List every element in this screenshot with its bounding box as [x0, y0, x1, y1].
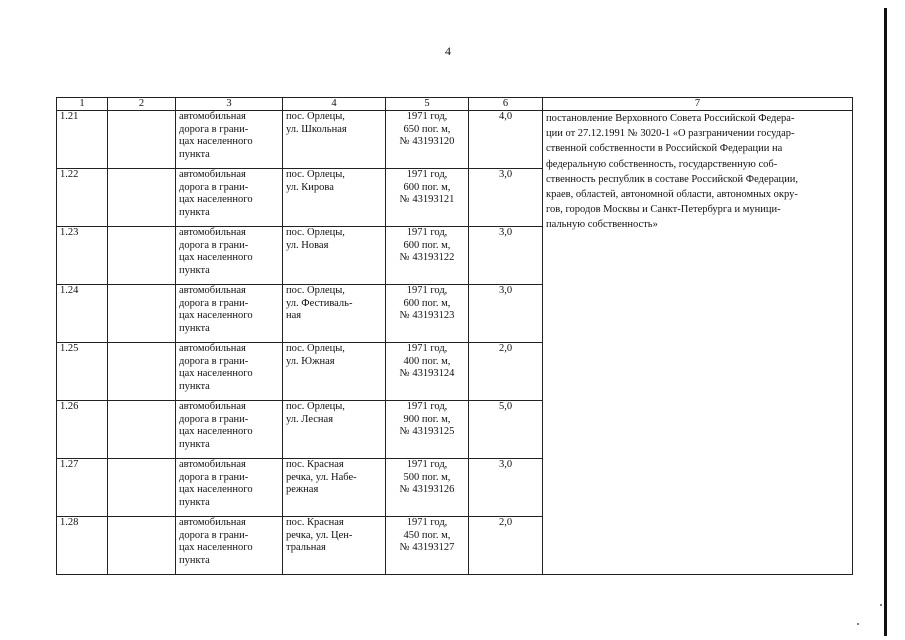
cell-line: № 43193126: [399, 484, 455, 495]
cell-line: пункта: [179, 148, 210, 160]
cell-line: ул. Фестиваль-: [286, 297, 353, 309]
cell-line: пункта: [179, 264, 210, 276]
cell-line: пос. Красная: [286, 459, 344, 470]
cell-line: автомобильная: [179, 227, 246, 238]
column-header: 5: [386, 98, 469, 111]
cell-line: пальную собственность»: [546, 219, 658, 231]
cell-line: автомобильная: [179, 343, 246, 354]
cell-line: автомобильная: [179, 517, 246, 528]
cell-line: 1971 год,: [406, 459, 448, 470]
column-2-cell: [108, 169, 176, 227]
cell-line: краев, областей, автономной области, автономных окру-: [546, 189, 798, 201]
cell-line: 1971 год,: [406, 227, 448, 238]
cell-line: дорога в грани-: [179, 181, 249, 193]
column-header: 7: [543, 98, 853, 111]
cell-line: автомобильная: [179, 111, 246, 122]
object-value: 5,0: [469, 401, 543, 459]
column-header: 3: [176, 98, 283, 111]
legal-basis-cell: [543, 111, 853, 575]
object-value: 3,0: [469, 459, 543, 517]
object-name: [176, 285, 283, 343]
scan-speck: [857, 623, 859, 625]
object-name: [176, 517, 283, 575]
cell-line: пункта: [179, 206, 210, 218]
cell-line: пункта: [179, 380, 210, 392]
cell-line: № 43193125: [399, 426, 455, 437]
page-number: 4: [445, 44, 451, 58]
object-details: [386, 111, 469, 169]
cell-line: 1971 год,: [406, 517, 448, 528]
object-location: [283, 285, 386, 343]
cell-line: пос. Орлецы,: [286, 227, 345, 238]
object-name: [176, 401, 283, 459]
cell-line: № 43193123: [399, 310, 455, 321]
object-location: [283, 459, 386, 517]
cell-line: пос. Орлецы,: [286, 169, 345, 180]
cell-line: пункта: [179, 554, 210, 566]
object-location: [283, 169, 386, 227]
object-name: [176, 459, 283, 517]
cell-line: 600 пог. м,: [403, 181, 451, 193]
table-row: [57, 111, 853, 169]
cell-line: пункта: [179, 322, 210, 334]
cell-line: 1971 год,: [406, 401, 448, 412]
object-details: [386, 343, 469, 401]
object-details: [386, 227, 469, 285]
cell-line: ул. Школьная: [286, 123, 347, 135]
column-2-cell: [108, 459, 176, 517]
object-location: [283, 343, 386, 401]
item-number: 1.21: [57, 111, 108, 169]
cell-line: дорога в грани-: [179, 529, 249, 541]
cell-line: постановление Верховного Совета Российской Федера-: [546, 113, 795, 124]
object-value: 4,0: [469, 111, 543, 169]
cell-line: 1971 год,: [406, 285, 448, 296]
cell-line: 600 пог. м,: [403, 297, 451, 309]
cell-line: режная: [286, 484, 319, 495]
cell-line: 450 пог. м,: [403, 529, 451, 541]
cell-line: цах населенного: [179, 426, 253, 437]
cell-line: пос. Орлецы,: [286, 285, 345, 296]
cell-line: ции от 27.12.1991 № 3020-1 «О разграничении государ-: [546, 128, 795, 140]
column-header: 2: [108, 98, 176, 111]
cell-line: цах населенного: [179, 484, 253, 495]
cell-line: цах населенного: [179, 310, 253, 321]
cell-line: № 43193120: [399, 136, 455, 147]
cell-line: дорога в грани-: [179, 471, 249, 483]
object-details: [386, 517, 469, 575]
cell-line: 650 пог. м,: [403, 123, 451, 135]
column-2-cell: [108, 227, 176, 285]
object-location: [283, 227, 386, 285]
object-name: [176, 169, 283, 227]
cell-line: пос. Орлецы,: [286, 401, 345, 412]
cell-line: автомобильная: [179, 285, 246, 296]
cell-line: цах населенного: [179, 368, 253, 379]
column-header: 4: [283, 98, 386, 111]
cell-line: автомобильная: [179, 401, 246, 412]
object-location: [283, 401, 386, 459]
cell-line: пос. Орлецы,: [286, 343, 345, 354]
cell-line: цах населенного: [179, 194, 253, 205]
column-2-cell: [108, 343, 176, 401]
cell-line: федеральную собственность, государственную соб-: [546, 158, 778, 170]
cell-line: тральная: [286, 542, 326, 553]
object-name: [176, 227, 283, 285]
cell-line: № 43193127: [399, 542, 455, 553]
object-details: [386, 285, 469, 343]
object-value: 3,0: [469, 169, 543, 227]
cell-line: пос. Орлецы,: [286, 111, 345, 122]
object-value: 3,0: [469, 285, 543, 343]
cell-line: 400 пог. м,: [403, 355, 451, 367]
object-value: 2,0: [469, 343, 543, 401]
object-value: 3,0: [469, 227, 543, 285]
cell-line: цах населенного: [179, 252, 253, 263]
cell-line: дорога в грани-: [179, 297, 249, 309]
cell-line: 1971 год,: [406, 343, 448, 354]
scan-edge-line: [884, 8, 887, 636]
cell-line: дорога в грани-: [179, 123, 249, 135]
column-2-cell: [108, 517, 176, 575]
cell-line: дорога в грани-: [179, 355, 249, 367]
scan-speck: [880, 604, 882, 606]
object-name: [176, 343, 283, 401]
cell-line: автомобильная: [179, 459, 246, 470]
cell-line: дорога в грани-: [179, 239, 249, 251]
cell-line: 600 пог. м,: [403, 239, 451, 251]
column-number-row: [57, 98, 853, 111]
cell-line: № 43193124: [399, 368, 455, 379]
object-location: [283, 517, 386, 575]
item-number: 1.25: [57, 343, 108, 401]
column-header: 1: [57, 98, 108, 111]
item-number: 1.28: [57, 517, 108, 575]
item-number: 1.24: [57, 285, 108, 343]
item-number: 1.27: [57, 459, 108, 517]
cell-line: пос. Красная: [286, 517, 344, 528]
property-registry-table: [56, 97, 853, 575]
cell-line: ул. Новая: [286, 239, 329, 251]
cell-line: 1971 год,: [406, 111, 448, 122]
cell-line: № 43193122: [399, 252, 455, 263]
cell-line: пункта: [179, 496, 210, 508]
cell-line: ул. Лесная: [286, 413, 334, 425]
object-details: [386, 401, 469, 459]
object-details: [386, 169, 469, 227]
object-name: [176, 111, 283, 169]
cell-line: ул. Кирова: [286, 181, 334, 193]
cell-line: ная: [286, 310, 302, 321]
item-number: 1.22: [57, 169, 108, 227]
cell-line: автомобильная: [179, 169, 246, 180]
column-2-cell: [108, 401, 176, 459]
item-number: 1.23: [57, 227, 108, 285]
cell-line: ул. Южная: [286, 355, 335, 367]
cell-line: 500 пог. м,: [403, 471, 451, 483]
cell-line: цах населенного: [179, 136, 253, 147]
column-2-cell: [108, 285, 176, 343]
object-location: [283, 111, 386, 169]
cell-line: цах населенного: [179, 542, 253, 553]
column-header: 6: [469, 98, 543, 111]
cell-line: речка, ул. Цен-: [286, 529, 353, 541]
object-value: 2,0: [469, 517, 543, 575]
cell-line: 1971 год,: [406, 169, 448, 180]
object-details: [386, 459, 469, 517]
cell-line: дорога в грани-: [179, 413, 249, 425]
cell-line: ственной собственности в Российской Федерации на: [546, 143, 783, 155]
cell-line: пункта: [179, 438, 210, 450]
item-number: 1.26: [57, 401, 108, 459]
cell-line: ственность республик в составе Российской Федерации,: [546, 173, 799, 185]
column-2-cell: [108, 111, 176, 169]
cell-line: 900 пог. м,: [403, 413, 451, 425]
cell-line: № 43193121: [399, 194, 455, 205]
cell-line: речка, ул. Набе-: [286, 471, 357, 483]
cell-line: гов, городов Москвы и Санкт-Петербурга и муници-: [546, 204, 781, 216]
